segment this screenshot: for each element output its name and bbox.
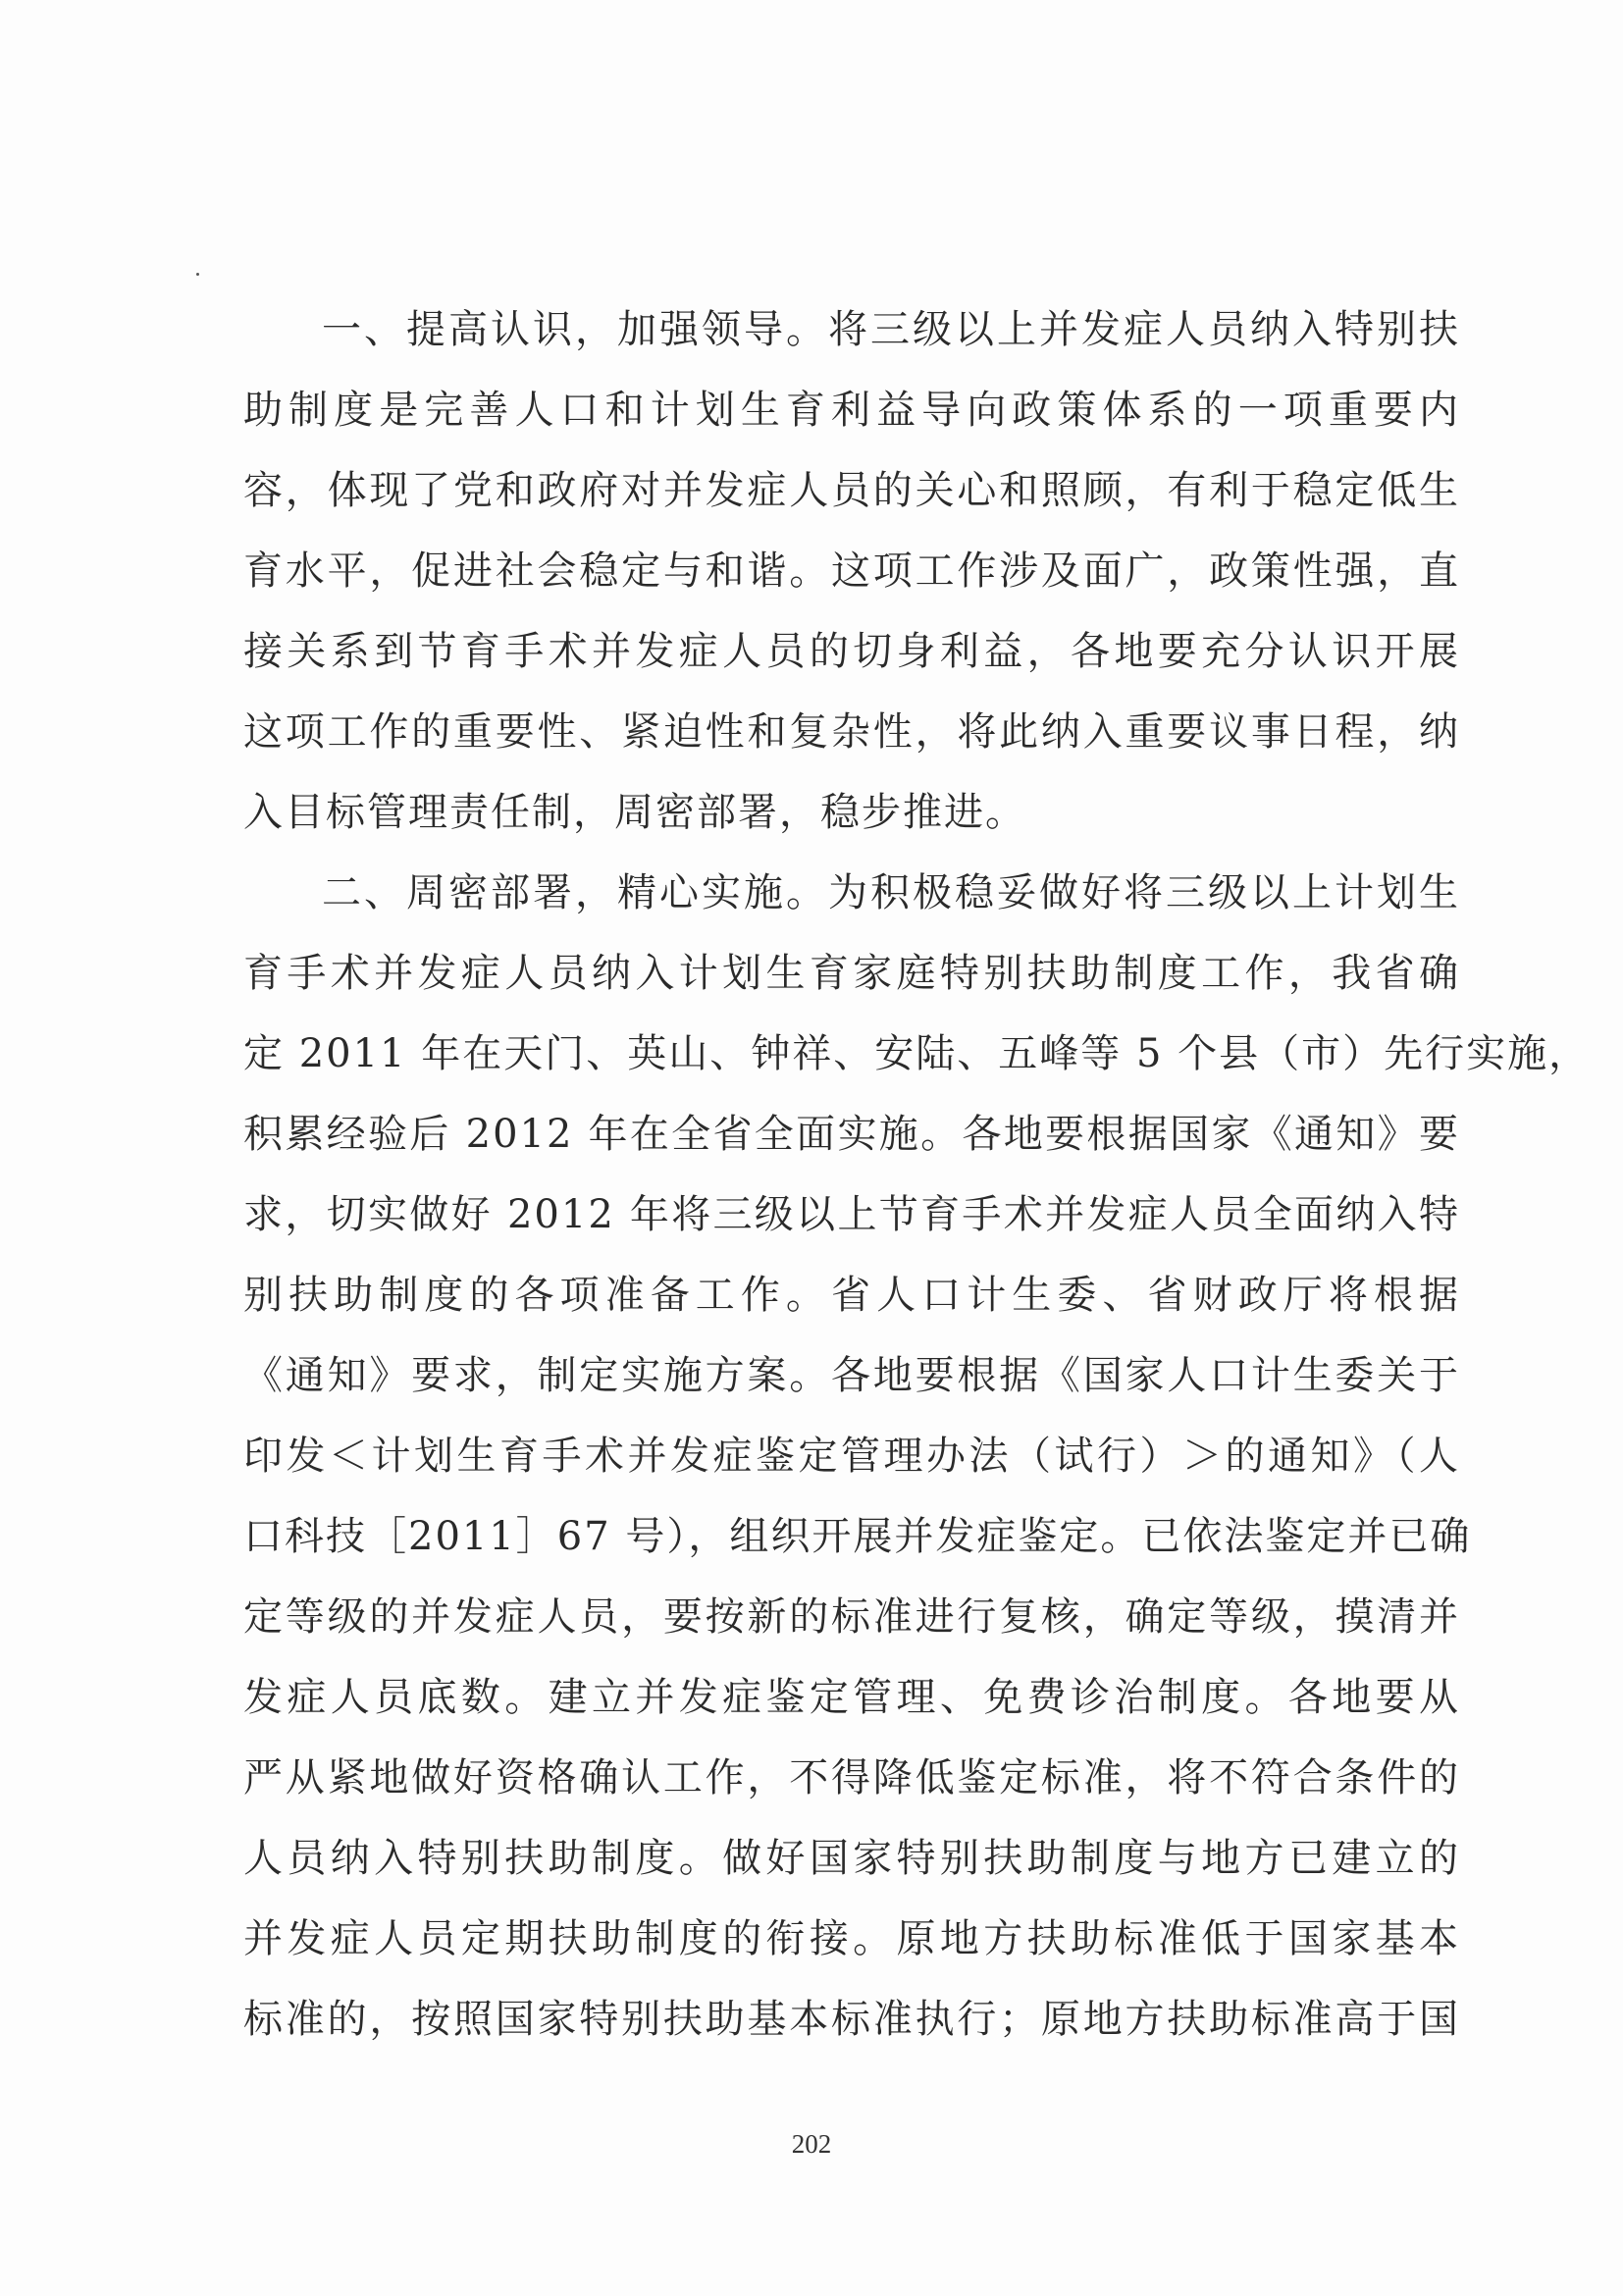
text-line: 积累经验后 2012 年在全省全面实施。各地要根据国家《通知》要 <box>243 1112 1460 1157</box>
text-line: 容，体现了党和政府对并发症人员的关心和照顾，有利于稳定低生 <box>243 468 1460 513</box>
text-line: 助制度是完善人口和计划生育利益导向政策体系的一项重要内 <box>243 388 1460 433</box>
text-line: 这项工作的重要性、紧迫性和复杂性，将此纳入重要议事日程，纳 <box>243 709 1460 755</box>
body-text <box>243 289 1591 2060</box>
text-line: 求，切实做好 2012 年将三级以上节育手术并发症人员全面纳入特 <box>243 1192 1460 1237</box>
text-line: 并发症人员定期扶助制度的衔接。原地方扶助标准低于国家基本 <box>243 1916 1460 1961</box>
text-line: 二、周密部署，精心实施。为积极稳妥做好将三级以上计划生 <box>322 870 1460 915</box>
page-number: 202 <box>791 2129 832 2159</box>
text-line: 人员纳入特别扶助制度。做好国家特别扶助制度与地方已建立的 <box>243 1836 1460 1881</box>
text-line: 别扶助制度的各项准备工作。省人口计生委、省财政厅将根据 <box>243 1273 1460 1318</box>
text-line: 严从紧地做好资格确认工作，不得降低鉴定标准，将不符合条件的 <box>243 1755 1460 1800</box>
text-line: 育水平，促进社会稳定与和谐。这项工作涉及面广，政策性强，直 <box>243 548 1460 594</box>
text-line: 标准的，按照国家特别扶助基本标准执行；原地方扶助标准高于国 <box>243 1997 1460 2042</box>
text-line: 印发＜计划生育手术并发症鉴定管理办法（试行）＞的通知》（人 <box>243 1434 1460 1479</box>
text-line: 育手术并发症人员纳入计划生育家庭特别扶助制度工作，我省确 <box>243 951 1460 996</box>
text-line: 入目标管理责任制，周密部署，稳步推进。 <box>243 790 1026 835</box>
text-line: 接关系到节育手术并发症人员的切身利益，各地要充分认识开展 <box>243 629 1460 674</box>
text-line: 口科技［2011］67 号），组织开展并发症鉴定。已依法鉴定并已确 <box>243 1514 1472 1559</box>
text-line: 一、提高认识，加强领导。将三级以上并发症人员纳入特别扶 <box>322 307 1460 352</box>
scan-speck <box>196 273 199 276</box>
text-line: 定 2011 年在天门、英山、钟祥、安陆、五峰等 5 个县（市）先行实施， <box>243 1031 1591 1076</box>
text-line: 《通知》要求，制定实施方案。各地要根据《国家人口计生委关于 <box>243 1353 1460 1398</box>
text-line: 定等级的并发症人员，要按新的标准进行复核，确定等级，摸清并 <box>243 1594 1460 1640</box>
text-line: 发症人员底数。建立并发症鉴定管理、免费诊治制度。各地要从 <box>243 1675 1460 1720</box>
